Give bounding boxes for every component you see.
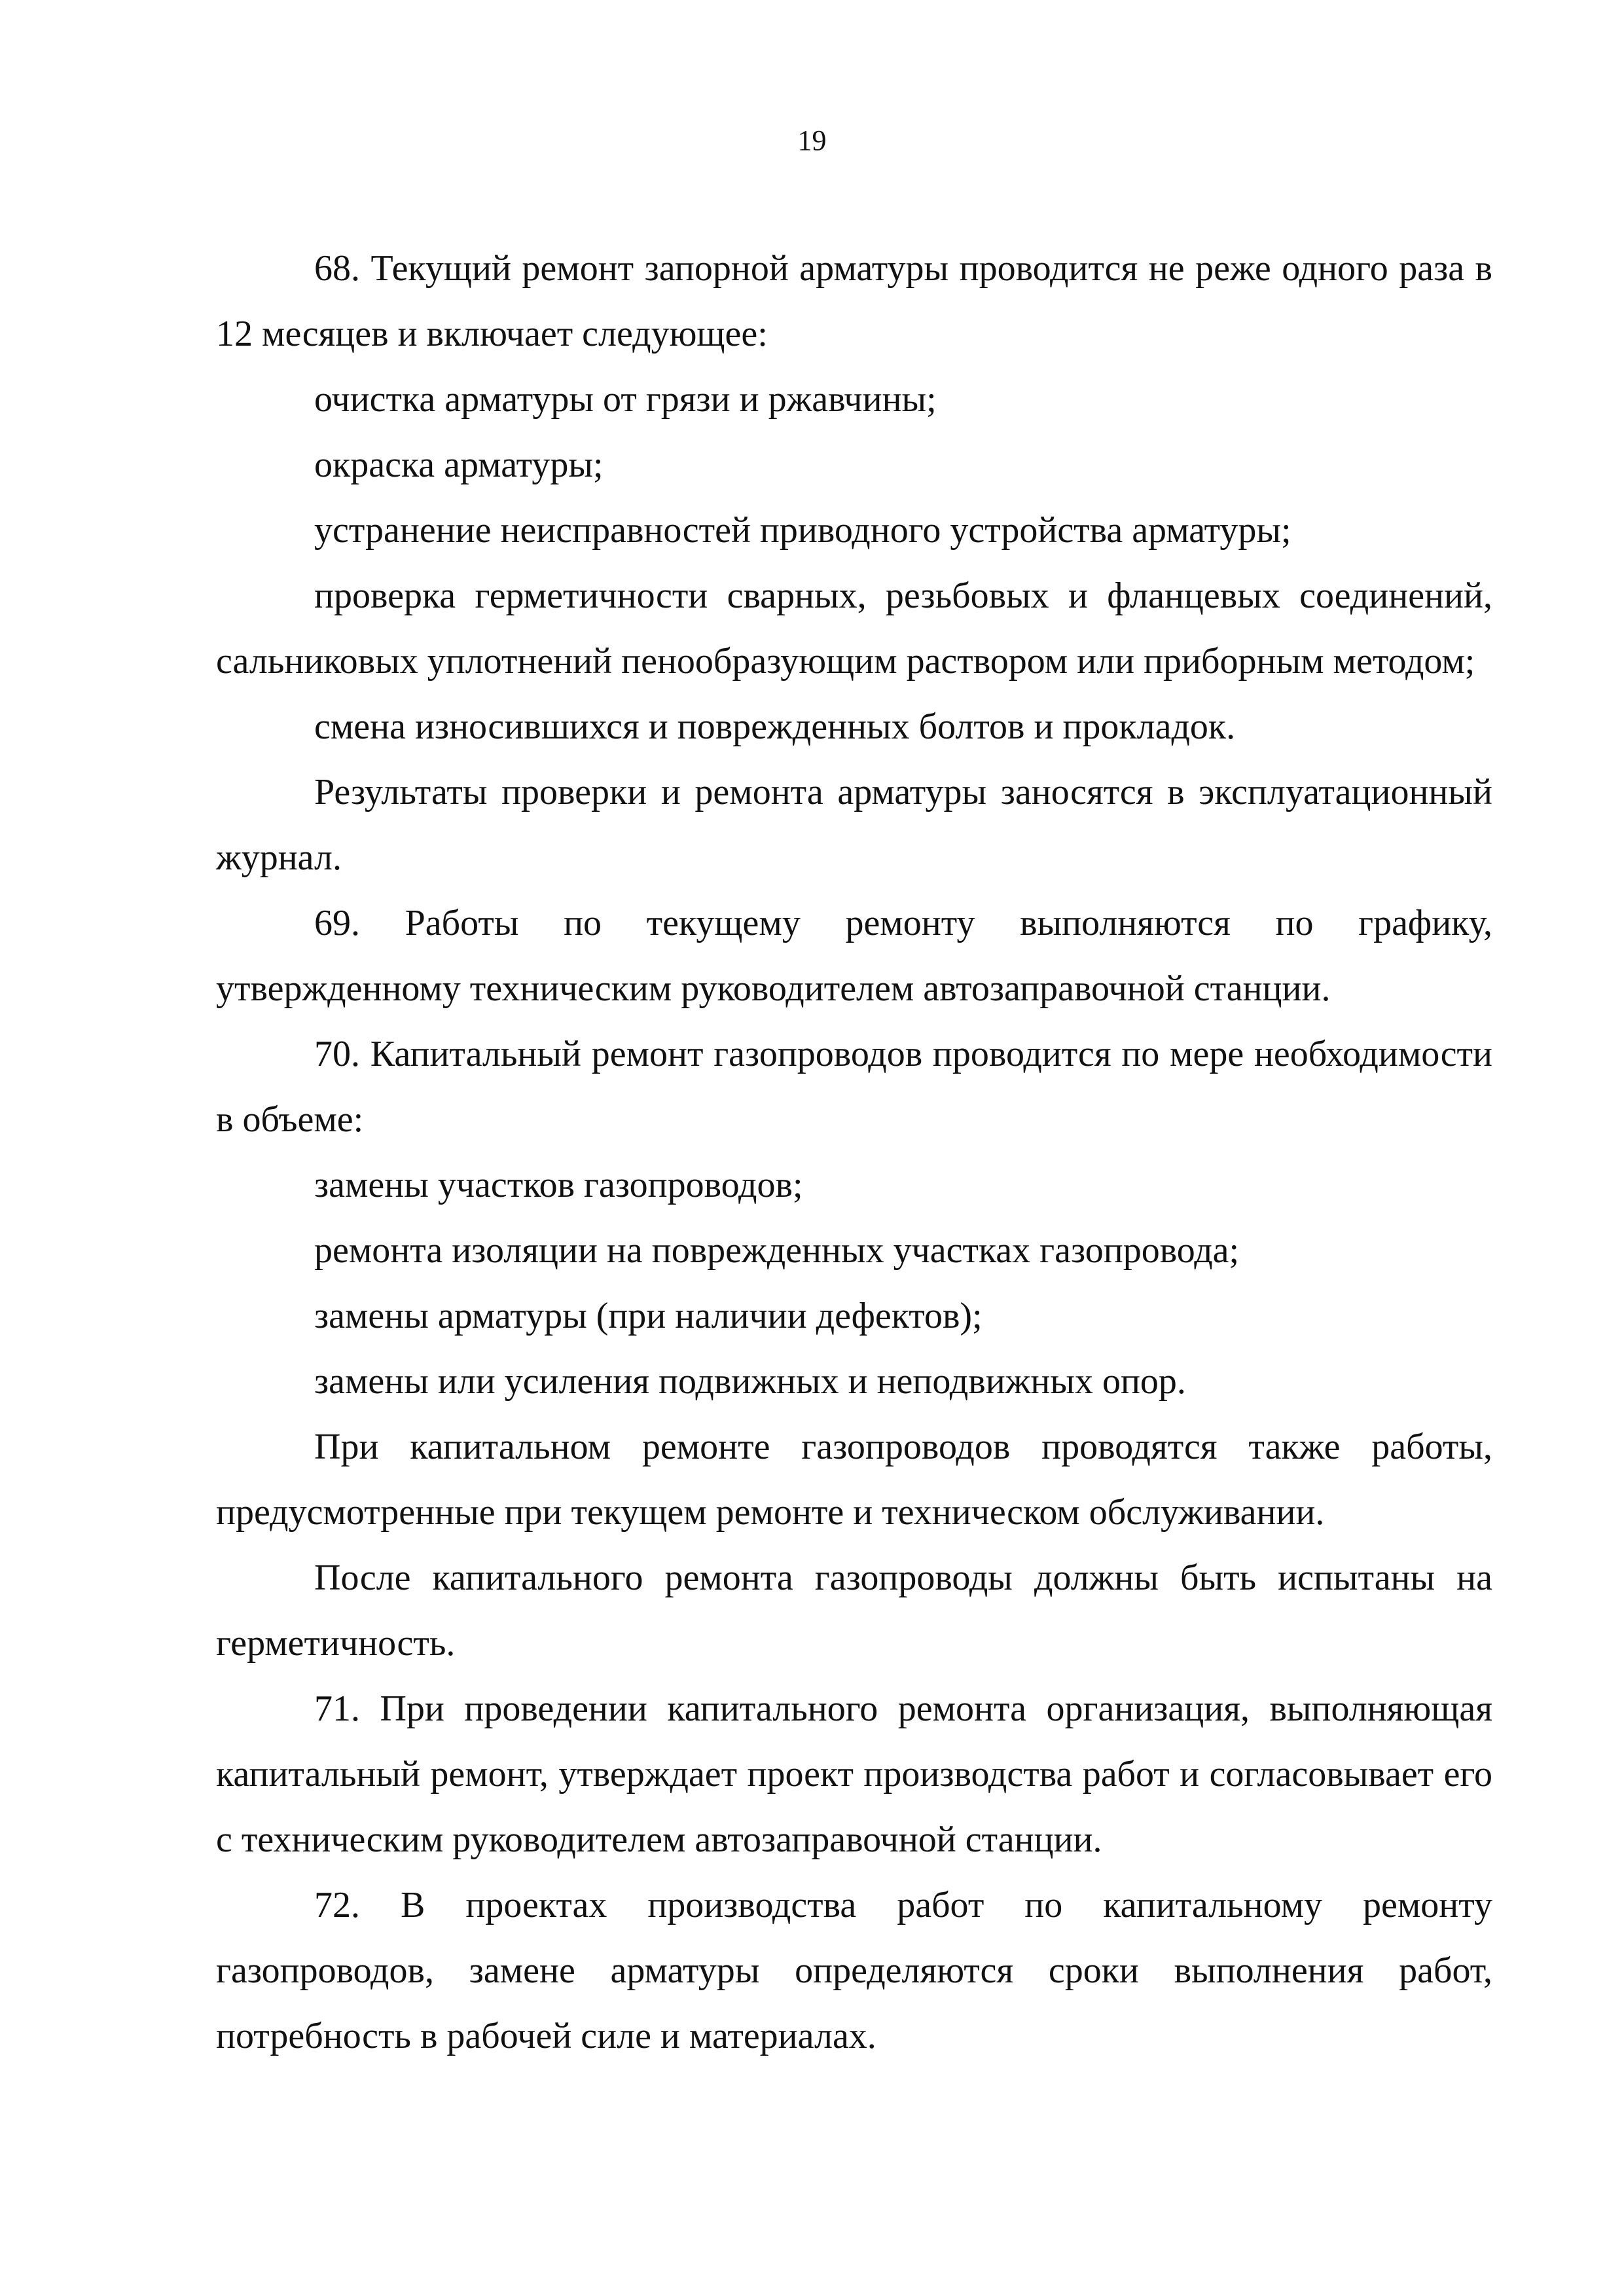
paragraph-71: 71. При проведении капитального ремонта организация, выполняющая капитальный ремонт, утверждает проект производства работ и согласовывает его с техническим руководителем автозаправочной станции. — [216, 1688, 1492, 1860]
list-item: ремонта изоляции на поврежденных участках газопровода; — [314, 1230, 1240, 1271]
paragraph-72: 72. В проектах производства работ по капитальному ремонту газопроводов, замене арматуры определяются сроки выполнения работ, потребность в рабочей силе и материалах. — [216, 1885, 1492, 2056]
list-item: проверка герметичности сварных, резьбовых и фланцевых соединений, сальниковых уплотнений пенообразующим раствором или приборным методом; — [216, 575, 1492, 682]
list-item: окраска арматуры; — [314, 445, 604, 485]
paragraph: При капитальном ремонте газопроводов проводятся также работы, предусмотренные при текущем ремонте и техническом обслуживании. — [216, 1427, 1492, 1533]
list-item: замены арматуры (при наличии дефектов); — [314, 1296, 983, 1336]
paragraph-68: 68. Текущий ремонт запорной арматуры проводится не реже одного раза в 12 месяцев и включает следующее: — [216, 248, 1492, 354]
paragraph-69: 69. Работы по текущему ремонту выполняются по графику, утвержденному техническим руководителем автозаправочной станции. — [216, 903, 1492, 1009]
list-item: замены или усиления подвижных и неподвижных опор. — [314, 1361, 1186, 1402]
list-item: устранение неисправностей приводного устройства арматуры; — [314, 510, 1291, 551]
document-body — [216, 236, 1492, 2069]
page-number: 19 — [797, 124, 827, 156]
list-item: смена износившихся и поврежденных болтов и прокладок. — [314, 706, 1236, 747]
paragraph: После капитального ремонта газопроводы должны быть испытаны на герметичность. — [216, 1558, 1492, 1664]
paragraph-70: 70. Капитальный ремонт газопроводов проводится по мере необходимости в объеме: — [216, 1034, 1492, 1140]
paragraph: Результаты проверки и ремонта арматуры заносятся в эксплуатационный журнал. — [216, 772, 1492, 878]
list-item: очистка арматуры от грязи и ржавчины; — [314, 379, 937, 420]
list-item: замены участков газопроводов; — [314, 1165, 803, 1205]
